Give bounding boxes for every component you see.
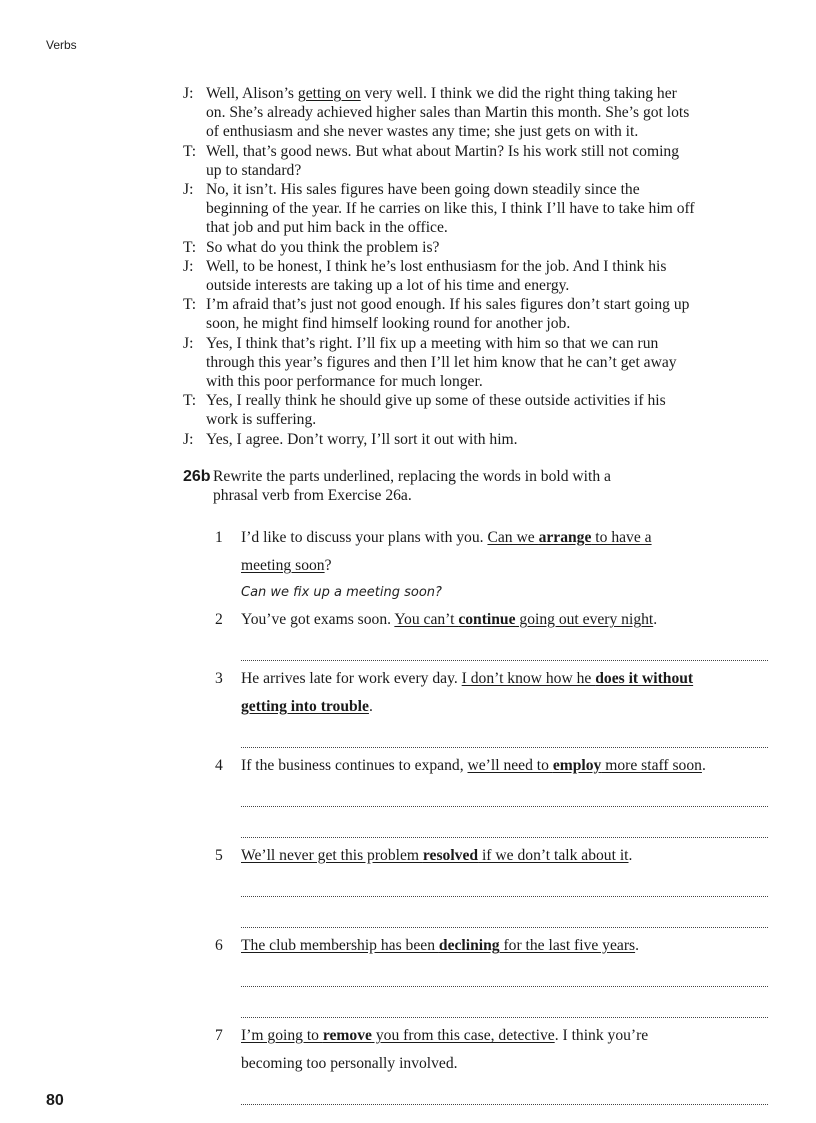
bold-phrase: declining bbox=[438, 937, 500, 954]
bold-phrase: remove bbox=[322, 1027, 372, 1044]
speaker-label: J: bbox=[183, 430, 194, 448]
dialogue-line bbox=[183, 199, 783, 218]
dialogue-text bbox=[183, 84, 783, 449]
answer-line[interactable] bbox=[241, 901, 768, 928]
dialogue-line bbox=[183, 218, 783, 237]
text-segment: Yes, I agree. Don’t worry, I’ll sort it out with him. bbox=[206, 430, 518, 448]
underlined-phrase: I’m going to bbox=[241, 1027, 323, 1044]
speaker-label: T: bbox=[183, 296, 197, 314]
item-text-line bbox=[241, 1050, 775, 1078]
exercise-item bbox=[215, 752, 775, 838]
text-segment: ? bbox=[324, 557, 332, 574]
answer-line[interactable] bbox=[241, 811, 768, 838]
text-segment: Well, Alison’s bbox=[206, 85, 298, 102]
item-text-line bbox=[241, 693, 775, 721]
speaker-label: J: bbox=[183, 334, 194, 352]
item-text-line bbox=[241, 842, 775, 870]
exercise-item bbox=[215, 524, 775, 606]
dialogue-line bbox=[183, 103, 783, 122]
dialogue-line bbox=[183, 276, 783, 295]
speaker-label: J: bbox=[183, 181, 194, 199]
example-answer: Can we fix up a meeting soon? bbox=[241, 585, 442, 600]
text-segment: No, it isn’t. His sales figures have been going down steadily since the bbox=[206, 181, 640, 199]
dialogue-line bbox=[183, 391, 783, 410]
text-segment: . I think you’re bbox=[554, 1027, 649, 1044]
bold-phrase: does it without bbox=[595, 670, 694, 687]
text-segment: I’d like to discuss your plans with you. bbox=[241, 529, 488, 546]
exercise-item bbox=[215, 606, 775, 661]
bold-phrase: resolved bbox=[422, 847, 479, 864]
bold-phrase: employ bbox=[552, 757, 602, 774]
underlined-phrase: getting on bbox=[297, 85, 361, 102]
item-text-line bbox=[241, 606, 775, 634]
item-number: 1 bbox=[215, 529, 223, 546]
exercise-item bbox=[215, 842, 775, 928]
item-number: 4 bbox=[215, 757, 223, 774]
dialogue-line bbox=[183, 161, 783, 180]
underlined-phrase: going out every night bbox=[515, 611, 654, 628]
text-segment: work is suffering. bbox=[206, 411, 317, 429]
text-segment: I’m afraid that’s just not good enough. If his sales figures don’t start going up bbox=[206, 296, 690, 314]
underlined-phrase: I don’t know how he bbox=[461, 670, 596, 687]
bold-phrase: getting into trouble bbox=[241, 698, 369, 715]
text-segment: very well. I think we did the right thing taking her bbox=[360, 85, 677, 102]
text-segment: So what do you think the problem is? bbox=[206, 238, 440, 256]
text-segment: on. She’s already achieved higher sales than Martin this month. She’s got lots bbox=[206, 104, 690, 122]
dialogue-line bbox=[183, 122, 783, 141]
dialogue-line bbox=[183, 238, 783, 257]
item-number: 7 bbox=[215, 1027, 223, 1044]
answer-line[interactable] bbox=[241, 870, 768, 897]
underlined-phrase: for the last five years bbox=[499, 937, 636, 954]
text-segment: outside interests are taking up a lot of his time and energy. bbox=[206, 277, 570, 295]
text-segment: . bbox=[653, 611, 658, 628]
text-segment: Yes, I think that’s right. I’ll fix up a meeting with him so that we can run bbox=[206, 334, 659, 352]
text-segment: through this year’s figures and then I’ll let him know that he can’t get away bbox=[206, 353, 677, 371]
dialogue-line bbox=[183, 257, 783, 276]
dialogue-line bbox=[183, 295, 783, 314]
exercise-item bbox=[215, 665, 775, 748]
answer-line[interactable] bbox=[241, 634, 768, 661]
text-segment: . bbox=[635, 937, 639, 954]
text-segment: up to standard? bbox=[206, 161, 302, 179]
text-segment: . bbox=[368, 698, 373, 715]
text-segment: . bbox=[701, 757, 706, 774]
text-segment: Well, that’s good news. But what about Martin? Is his work still not coming bbox=[206, 142, 680, 160]
underlined-phrase: You can’t bbox=[394, 611, 459, 628]
dialogue-line bbox=[183, 84, 783, 103]
exercise-item bbox=[215, 932, 775, 1018]
item-text-line bbox=[241, 1022, 775, 1050]
underlined-phrase: The club membership has been bbox=[241, 937, 439, 954]
bold-phrase: arrange bbox=[538, 529, 592, 546]
dialogue-line bbox=[183, 180, 783, 199]
answer-line[interactable] bbox=[241, 1078, 768, 1105]
item-number: 3 bbox=[215, 670, 223, 687]
exercise-instruction: Rewrite the parts underlined, replacing the words in bold with a bbox=[213, 468, 611, 485]
text-segment: . bbox=[628, 847, 633, 864]
underlined-phrase: you from this case, detective bbox=[371, 1027, 555, 1044]
text-segment: with this poor performance for much longer. bbox=[206, 373, 483, 391]
text-segment: He arrives late for work every day. bbox=[241, 670, 462, 687]
underlined-phrase: to have a bbox=[591, 529, 652, 546]
speaker-label: J: bbox=[183, 257, 194, 275]
text-segment: Yes, I really think he should give up some of these outside activities if his bbox=[206, 392, 666, 410]
dialogue-line bbox=[183, 372, 783, 391]
dialogue-line bbox=[183, 334, 783, 353]
text-segment: If the business continues to expand, bbox=[241, 757, 468, 774]
exercise-instruction-cont: phrasal verb from Exercise 26a. bbox=[213, 487, 412, 505]
text-segment: that job and put him back in the office. bbox=[206, 219, 448, 237]
text-segment: You’ve got exams soon. bbox=[241, 611, 395, 628]
item-number: 5 bbox=[215, 847, 223, 864]
text-segment: becoming too personally involved. bbox=[241, 1055, 458, 1072]
dialogue-line bbox=[183, 410, 783, 429]
text-segment: soon, he might find himself looking round for another job. bbox=[206, 315, 571, 333]
section-header: Verbs bbox=[46, 38, 77, 52]
item-number: 2 bbox=[215, 611, 223, 628]
item-text-line bbox=[241, 524, 775, 552]
dialogue-line bbox=[183, 142, 783, 161]
exercise-item bbox=[215, 1022, 775, 1105]
underlined-phrase: more staff soon bbox=[601, 757, 702, 774]
item-text-line bbox=[241, 665, 775, 693]
answer-line[interactable] bbox=[241, 960, 768, 987]
answer-line[interactable] bbox=[241, 721, 768, 748]
speaker-label: T: bbox=[183, 142, 197, 160]
underlined-phrase: We’ll never get this problem bbox=[241, 847, 423, 864]
item-text-line bbox=[241, 932, 775, 960]
exercise-items bbox=[215, 524, 775, 1109]
dialogue-line bbox=[183, 353, 783, 372]
text-segment: of enthusiasm and she never wastes any time; she just gets on with it. bbox=[206, 123, 639, 141]
text-segment: Well, to be honest, I think he’s lost enthusiasm for the job. And I think his bbox=[206, 257, 667, 275]
speaker-label: J: bbox=[183, 85, 194, 102]
exercise-heading bbox=[183, 467, 783, 505]
underlined-phrase: we’ll need to bbox=[467, 757, 553, 774]
answer-line[interactable] bbox=[241, 780, 768, 807]
underlined-phrase: Can we bbox=[487, 529, 539, 546]
underlined-phrase: meeting soon bbox=[241, 557, 325, 574]
exercise-number: 26b bbox=[183, 468, 211, 485]
speaker-label: T: bbox=[183, 238, 197, 256]
item-text-line bbox=[241, 752, 775, 780]
item-number: 6 bbox=[215, 937, 223, 954]
speaker-label: T: bbox=[183, 392, 197, 410]
item-text-line bbox=[241, 552, 775, 580]
page-number: 80 bbox=[46, 1092, 64, 1109]
underlined-phrase: if we don’t talk about it bbox=[478, 847, 629, 864]
text-segment: beginning of the year. If he carries on like this, I think I’ll have to take him off bbox=[206, 200, 695, 218]
bold-phrase: continue bbox=[458, 611, 516, 628]
answer-line[interactable] bbox=[241, 991, 768, 1018]
dialogue-line bbox=[183, 314, 783, 333]
dialogue-line bbox=[183, 430, 783, 449]
